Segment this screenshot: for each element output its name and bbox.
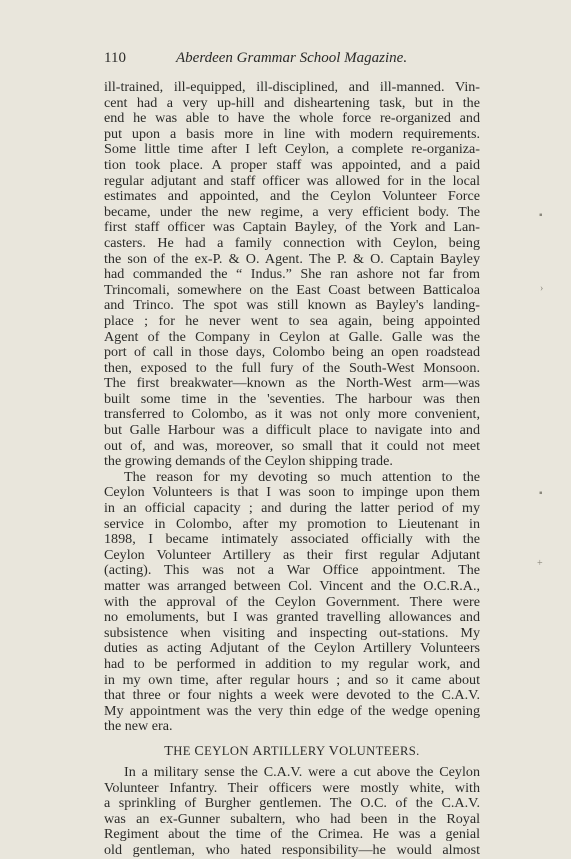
paragraph-3 [104, 765, 480, 859]
text-line: Ceylon Volunteer Artillery as their first regular Adjutant [104, 547, 480, 563]
text-line: Agent of the Company in Ceylon at Galle. Galle was the [104, 329, 480, 345]
text-line: then, exposed to the full fury of the South-West Monsoon. [104, 360, 480, 376]
margin-speck: ▪ [539, 210, 543, 221]
text-line: old gentleman, who hated responsibility—he would almost [104, 842, 480, 858]
paragraph-1 [104, 80, 480, 470]
margin-speck: ▪ [539, 488, 543, 499]
text-line: port of call in those days, Colombo being an open roadstead [104, 345, 480, 361]
text-line: built some time in the 'seventies. The harbour was then [104, 391, 480, 407]
text-line: transferred to Colombo, as it was not only more convenient, [104, 407, 480, 423]
text-line: Volunteer Infantry. Their officers were mostly white, with [104, 780, 480, 796]
text-line: with the approval of the Ceylon Government. There were [104, 594, 480, 610]
text-line: had commanded the “ Indus.” She ran ashore not far from [104, 267, 480, 283]
text-line: Trincomali, somewhere on the East Coast between Batticaloa [104, 282, 480, 298]
text-line: duties as acting Adjutant of the Ceylon Artillery Volunteers [104, 641, 480, 657]
text-line: The reason for my devoting so much attention to the [124, 469, 480, 485]
text-line: but Galle Harbour was a difficult place to navigate into and [104, 423, 480, 439]
text-line: and Trinco. The spot was still known as Bayley's landing- [104, 298, 480, 314]
text-line: subsistence when visiting and inspecting out-stations. My [104, 625, 480, 641]
text-line: 1898, I became intimately associated officially with the [104, 532, 480, 548]
page-body [104, 80, 480, 859]
margin-speck: + [537, 558, 543, 569]
text-line: cent had a very up-hill and disheartening task, but in the [104, 95, 480, 111]
text-line: first staff officer was Captain Bayley, of the York and Lan- [104, 220, 480, 236]
text-line: estimates and appointed, and the Ceylon Volunteer Force [104, 189, 480, 205]
text-line: service in Colombo, after my promotion to Lieutenant in [104, 516, 480, 532]
margin-speck: › [540, 283, 544, 294]
text-line: tion took place. A proper staff was appointed, and a paid [104, 157, 480, 173]
text-line: in an official capacity ; and during the latter period of my [104, 501, 480, 517]
text-line: regular adjutant and staff officer was allowed for in the local [104, 173, 480, 189]
text-line: the son of the ex-P. & O. Agent. The P. & O. Captain Bayley [104, 251, 480, 267]
text-line: a sprinkling of Burgher gentlemen. The O.C. of the C.A.V. [104, 796, 480, 812]
text-line: out of, and was, moreover, so small that it could not meet [104, 438, 480, 454]
page-number: 110 [104, 50, 126, 66]
section-heading [104, 737, 480, 765]
text-line: end he was able to have the whole force re-organized and [104, 111, 480, 127]
text-line: In a military sense the C.A.V. were a cut above the Ceylon [124, 764, 480, 780]
text-line: Ceylon Volunteers is that I was soon to impinge upon them [104, 485, 480, 501]
text-line: The first breakwater—known as the North-West arm—was [104, 376, 480, 392]
text-line: Some little time after I left Ceylon, a complete re-organiza- [104, 142, 480, 158]
text-line: became, under the new regime, a very efficient body. The [104, 204, 480, 220]
page-header [104, 50, 480, 70]
text-line: My appointment was the very thin edge of the wedge opening [104, 703, 480, 719]
text-line: place ; for he never went to sea again, being appointed [104, 313, 480, 329]
text-line: that three or four nights a week were devoted to the C.A.V. [104, 688, 480, 704]
text-line: Regiment about the time of the Crimea. He was a genial [104, 827, 480, 843]
paragraph-2 [104, 470, 480, 735]
text-line: the new era. [104, 719, 173, 735]
text-line: ill-trained, ill-equipped, ill-disciplined, and ill-manned. Vin- [104, 80, 480, 95]
text-line: in my own time, after regular hours ; and so it came about [104, 672, 480, 688]
text-line: put upon a basis more in line with modern requirements. [104, 126, 480, 142]
running-title: Aberdeen Grammar School Magazine. [176, 50, 408, 66]
text-line: matter was arranged between Col. Vincent and the O.C.R.A., [104, 579, 480, 594]
text-line: no emoluments, but I was granted travelling allowances and [104, 610, 480, 626]
text-line: casters. He had a family connection with Ceylon, being [104, 235, 480, 251]
text-line: (acting). This was not a War Office appointment. The [104, 563, 480, 579]
text-line: was an ex-Gunner subaltern, who had been in the Royal [104, 811, 480, 827]
text-line: had to be performed in addition to my regular work, and [104, 656, 480, 672]
text-line: the growing demands of the Ceylon shipping trade. [104, 454, 393, 470]
section-heading-text: THE CEYLON ARTILLERY VOLUNTEERS. [164, 743, 420, 759]
